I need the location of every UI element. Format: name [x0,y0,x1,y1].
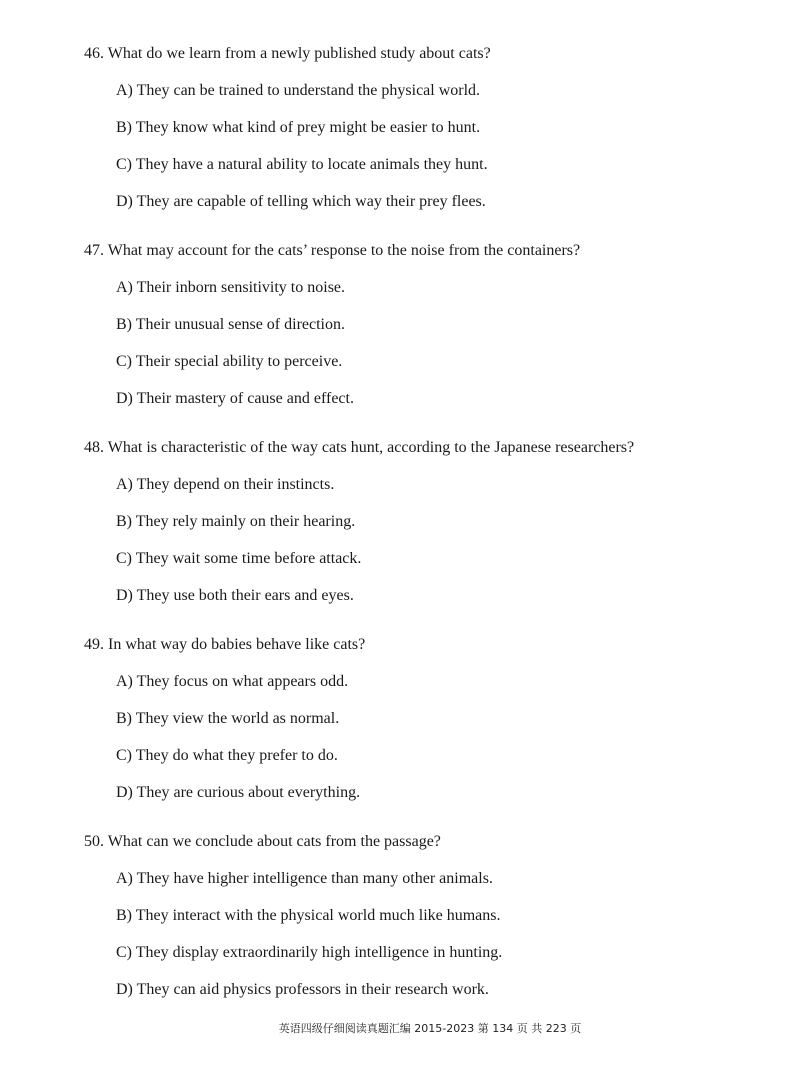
option-d: D) Their mastery of cause and effect. [116,390,354,407]
option-b: B) They rely mainly on their hearing. [116,513,356,530]
option-list [84,277,784,410]
option-c: C) They do what they prefer to do. [116,747,338,764]
option-a: A) They depend on their instincts. [116,476,335,493]
option-list [84,474,784,607]
option-d: D) They can aid physics professors in their research work. [116,981,489,998]
question-text: 48. What is characteristic of the way cats hunt, according to the Japanese researchers? [84,439,635,456]
question-text: 46. What do we learn from a newly published study about cats? [84,45,491,62]
question-text: 47. What may account for the cats’ response to the noise from the containers? [84,242,581,259]
option-a: A) They have higher intelligence than many other animals. [116,870,493,887]
option-list [84,868,784,1001]
option-list [84,671,784,804]
question-47 [84,240,784,410]
option-a: A) They focus on what appears odd. [116,673,349,690]
option-b: B) Their unusual sense of direction. [116,316,345,333]
option-d: D) They use both their ears and eyes. [116,587,354,604]
option-a: A) They can be trained to understand the physical world. [116,82,481,99]
page-footer: 英语四级仔细阅读真题汇编 2015-2023 第 134 页 共 223 页 [278,1022,582,1035]
question-text: 49. In what way do babies behave like cats? [84,636,366,653]
question-46 [84,43,784,213]
question-50 [84,831,784,1001]
option-d: D) They are capable of telling which way their prey flees. [116,193,486,210]
option-c: C) They have a natural ability to locate animals they hunt. [116,156,488,173]
option-b: B) They know what kind of prey might be easier to hunt. [116,119,481,136]
option-b: B) They interact with the physical world much like humans. [116,907,501,924]
option-a: A) Their inborn sensitivity to noise. [116,279,346,296]
option-c: C) They display extraordinarily high intelligence in hunting. [116,944,503,961]
option-c: C) Their special ability to perceive. [116,353,343,370]
option-d: D) They are curious about everything. [116,784,361,801]
question-49 [84,634,784,804]
question-text: 50. What can we conclude about cats from the passage? [84,833,441,850]
option-b: B) They view the world as normal. [116,710,340,727]
option-list [84,80,784,213]
question-48 [84,437,784,607]
option-c: C) They wait some time before attack. [116,550,362,567]
